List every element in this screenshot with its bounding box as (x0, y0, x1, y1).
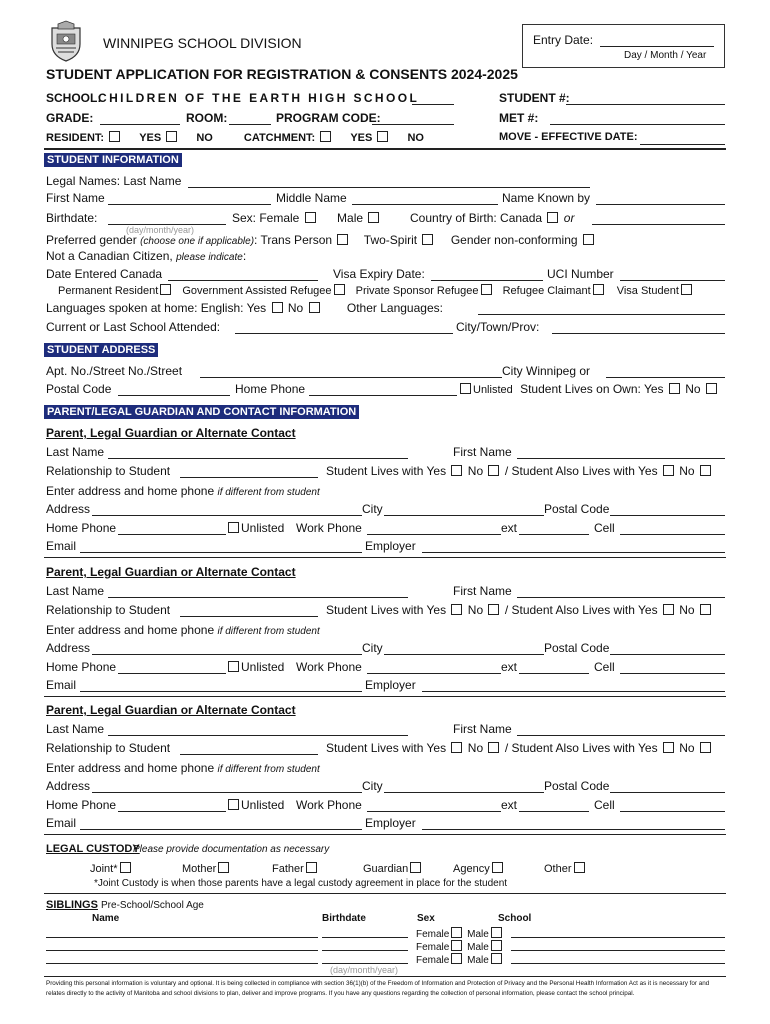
date-entered-label: Date Entered Canada (46, 267, 163, 281)
contact-1-home-phone-label: Home Phone (46, 521, 117, 535)
school-label: SCHOOL: (46, 91, 102, 105)
private-refugee-checkbox[interactable] (481, 284, 492, 295)
sibling-2-birthdate-field[interactable] (322, 950, 408, 951)
contact-1-email-field[interactable] (80, 552, 362, 553)
preferred-gender-label: Preferred gender (46, 233, 137, 247)
room-label: ROOM: (186, 111, 228, 125)
contact-1-lives-with-yes-checkbox[interactable] (451, 465, 462, 476)
contact-2-enter-address-label: Enter address and home phone (46, 623, 215, 637)
contact-2-lives-with-yes-checkbox[interactable] (451, 604, 462, 615)
city-town-prov-label: City/Town/Prov: (456, 320, 540, 334)
custody-mother (182, 862, 231, 875)
sibling-2-male-label: Male (467, 942, 489, 953)
privacy-notice-line1: Providing this personal information is voluntary and optional. It is being collected in compliance with section 36(1)(b) of the Freedom of Information and Protection of Privacy and the Personal Health Information Act as it is necessary for and (46, 980, 710, 987)
contact-1-lives-with-row (326, 464, 713, 478)
custody-other-checkbox[interactable] (574, 862, 585, 873)
contact-2-ext-label: ext (501, 660, 518, 674)
two-spirit-label: Two-Spirit (363, 233, 418, 247)
siblings-col-sex: Sex (417, 913, 435, 924)
contact-1-lives-with-no-label: No (467, 464, 484, 478)
contact-3-unlisted-label: Unlisted (241, 798, 285, 812)
postal-code-field[interactable] (118, 395, 230, 396)
contact-1-address-label: Address (46, 502, 91, 516)
org-name: WINNIPEG SCHOOL DIVISION (103, 35, 302, 51)
sex-male-label: Male (337, 211, 364, 225)
contact-2-cell-field[interactable] (620, 673, 725, 674)
country-other-field[interactable] (592, 224, 725, 225)
postal-code-label: Postal Code (46, 382, 112, 396)
country-row (410, 211, 574, 225)
sibling-3-school-field[interactable] (511, 963, 725, 964)
contact-3-also-lives-label: / Student Also Lives with Yes (504, 741, 658, 755)
contact-2-city-label: City (362, 641, 383, 655)
sibling-2-sex-row (416, 940, 504, 953)
contact-3-email-label: Email (46, 816, 77, 830)
known-by-field[interactable] (596, 204, 725, 205)
two-spirit-checkbox[interactable] (422, 234, 433, 245)
permanent-resident-label: Permanent Resident (58, 285, 159, 297)
refugee-claimant-label: Refugee Claimant (502, 285, 591, 297)
contact-1-postal-label: Postal Code (544, 502, 610, 516)
grade-label: GRADE: (46, 111, 94, 125)
canada-checkbox[interactable] (547, 212, 558, 223)
contact-3-if-different-label: if different from student (217, 764, 320, 775)
contact-2-city-field[interactable] (384, 654, 544, 655)
contact-3-first-name-label: First Name (453, 722, 512, 736)
languages-label: Languages spoken at home: English: Yes (46, 301, 267, 315)
custody-mother-label: Mother (182, 863, 217, 875)
contact-3-also-lives-no-label: No (679, 741, 695, 755)
contact-3-last-name-label: Last Name (46, 722, 105, 736)
custody-joint (90, 862, 133, 875)
permanent-resident-checkbox[interactable] (160, 284, 171, 295)
resident-no-label: NO (196, 132, 213, 144)
contact-1-work-phone-field[interactable] (367, 534, 501, 535)
custody-agency-label: Agency (453, 863, 490, 875)
date-entered-field[interactable] (168, 280, 318, 281)
contact-3-city-field[interactable] (384, 792, 544, 793)
contact-1-unlisted-label: Unlisted (241, 521, 285, 535)
contact-2-work-phone-field[interactable] (367, 673, 501, 674)
languages-row (46, 301, 443, 315)
contact-1-employer-label: Employer (365, 539, 416, 553)
unlisted-checkbox[interactable] (460, 383, 471, 394)
move-date-label: MOVE - EFFECTIVE DATE: (499, 131, 638, 143)
known-by-label: Name Known by (502, 191, 591, 205)
apt-street-field[interactable] (200, 377, 502, 378)
custody-joint-label: Joint* (90, 863, 118, 875)
preferred-gender-note: (choose one if applicable) (140, 236, 255, 247)
siblings-col-birthdate: Birthdate (322, 913, 366, 924)
contact-1-also-lives-no-label: No (679, 464, 695, 478)
contact-2-lives-with-no-label: No (467, 603, 484, 617)
city-town-prov-field[interactable] (552, 333, 725, 334)
crest-icon (46, 20, 86, 62)
siblings-col-school: School (498, 913, 532, 924)
contact-3-lives-with-label: Student Lives with Yes (326, 741, 447, 755)
custody-guardian-label: Guardian (363, 863, 409, 875)
english-no-checkbox[interactable] (309, 302, 320, 313)
contact-3-relationship-field[interactable] (180, 754, 318, 755)
contact-1-relationship-label: Relationship to Student (46, 464, 171, 478)
siblings-heading-row (46, 899, 204, 911)
contact-1-relationship-field[interactable] (180, 477, 318, 478)
contact-2-unlisted-checkbox[interactable] (228, 661, 239, 672)
student-number-label: STUDENT #: (499, 91, 570, 105)
contact-3-relationship-label: Relationship to Student (46, 741, 171, 755)
lives-on-own-no-checkbox[interactable] (706, 383, 717, 394)
first-name-label: First Name (46, 191, 105, 205)
contact-3-postal-label: Postal Code (544, 779, 610, 793)
current-school-field[interactable] (235, 333, 453, 334)
resident-yes-checkbox[interactable] (109, 131, 120, 142)
contact-2-first-name-label: First Name (453, 584, 512, 598)
visa-expiry-field[interactable] (431, 280, 543, 281)
city-other-field[interactable] (606, 377, 725, 378)
custody-agency-checkbox[interactable] (492, 862, 503, 873)
contact-3-city-label: City (362, 779, 383, 793)
custody-agency (453, 862, 505, 875)
contact-1-postal-field[interactable] (610, 515, 725, 516)
sibling-3-female-checkbox[interactable] (451, 953, 462, 964)
legal-custody-heading: LEGAL CUSTODY (46, 843, 140, 855)
sibling-2-male-checkbox[interactable] (491, 940, 502, 951)
contact-2-enter-address-row (46, 623, 320, 637)
contact-3-address-field[interactable] (92, 792, 362, 793)
entry-date-hint: Day / Month / Year (624, 50, 707, 61)
contact-1-ext-label: ext (501, 521, 518, 535)
english-no-label: No (287, 301, 304, 315)
sibling-3-birthdate-field[interactable] (322, 963, 408, 964)
siblings-date-hint: (day/month/year) (330, 965, 399, 975)
sibling-1-name-field[interactable] (46, 937, 318, 938)
contact-2-lives-with-label: Student Lives with Yes (326, 603, 447, 617)
contact-2-unlisted-label: Unlisted (241, 660, 285, 674)
contact-1-home-phone-field[interactable] (118, 534, 226, 535)
contact-3-lives-with-no-label: No (467, 741, 484, 755)
gov-refugee-checkbox[interactable] (334, 284, 345, 295)
contact-2-lives-with-no-checkbox[interactable] (488, 604, 499, 615)
please-indicate-label: please indicate (176, 252, 243, 263)
move-date-field[interactable] (640, 144, 725, 145)
contact-2-cell-label: Cell (594, 660, 615, 674)
contact-1-work-phone-label: Work Phone (296, 521, 362, 535)
contact-2-employer-label: Employer (365, 678, 416, 692)
contact-1-city-field[interactable] (384, 515, 544, 516)
school-name: CHILDREN OF THE EARTH HIGH SCHOOL (98, 91, 420, 105)
entry-date-field[interactable] (600, 46, 714, 47)
contact-2-also-lives-no-label: No (679, 603, 695, 617)
sibling-3-female-label: Female (416, 955, 450, 966)
catchment-no-label: NO (407, 132, 424, 144)
siblings-col-name: Name (92, 913, 120, 924)
contact-3-lives-with-no-checkbox[interactable] (488, 742, 499, 753)
contact-3-cell-label: Cell (594, 798, 615, 812)
not-canadian-row: Not a Canadian Citizen, please indicate: (46, 249, 247, 263)
sibling-1-female-label: Female (416, 929, 450, 940)
uci-label: UCI Number (547, 267, 614, 281)
middle-name-label: Middle Name (276, 191, 347, 205)
contact-3-title: Parent, Legal Guardian or Alternate Contact (46, 703, 296, 717)
trans-checkbox[interactable] (337, 234, 348, 245)
met-number-field[interactable] (550, 124, 725, 125)
custody-guardian (363, 862, 423, 875)
form-title: STUDENT APPLICATION FOR REGISTRATION & CONSENTS 2024-2025 (46, 66, 518, 82)
birthdate-label: Birthdate: (46, 211, 98, 225)
unlisted-label: Unlisted (473, 384, 513, 396)
division-crest (46, 20, 86, 62)
last-name-field[interactable] (188, 187, 590, 188)
gnc-label: Gender non-conforming (450, 233, 578, 247)
private-refugee-label: Private Sponsor Refugee (355, 285, 479, 297)
resident-no-checkbox[interactable] (166, 131, 177, 142)
program-code-field[interactable] (372, 124, 454, 125)
contact-1-unlisted-checkbox[interactable] (228, 522, 239, 533)
lives-on-own-no-label: No (685, 382, 701, 396)
contact-1-employer-field[interactable] (422, 552, 725, 553)
middle-name-field[interactable] (352, 204, 498, 205)
unlisted-row (458, 382, 719, 396)
custody-mother-checkbox[interactable] (218, 862, 229, 873)
contact-3-employer-field[interactable] (422, 829, 725, 830)
sibling-2-female-checkbox[interactable] (451, 940, 462, 951)
contact-3-address-label: Address (46, 779, 91, 793)
sibling-3-male-label: Male (467, 955, 489, 966)
contact-1-ext-field[interactable] (519, 534, 589, 535)
contact-3-lives-with-row (326, 741, 713, 755)
contact-2-postal-field[interactable] (610, 654, 725, 655)
contact-1-also-lives-no-checkbox[interactable] (700, 465, 711, 476)
contact-1-email-label: Email (46, 539, 77, 553)
contact-1-city-label: City (362, 502, 383, 516)
contact-1-cell-field[interactable] (620, 534, 725, 535)
custody-father-checkbox[interactable] (306, 862, 317, 873)
sibling-2-name-field[interactable] (46, 950, 318, 951)
student-info-heading: STUDENT INFORMATION (44, 153, 182, 167)
contact-2-lives-with-row (326, 603, 713, 617)
custody-guardian-checkbox[interactable] (410, 862, 421, 873)
contact-3-email-field[interactable] (80, 829, 362, 830)
custody-footnote: *Joint Custody is when those parents have a legal custody agreement in place for the student (94, 878, 508, 889)
contact-2-home-phone-field[interactable] (118, 673, 226, 674)
contact-1-lives-with-label: Student Lives with Yes (326, 464, 447, 478)
contact-3-divider (44, 834, 726, 835)
contact-1-address-field[interactable] (92, 515, 362, 516)
contact-3-work-phone-label: Work Phone (296, 798, 362, 812)
trans-label: : Trans Person (254, 233, 333, 247)
birthdate-hint: (day/month/year) (126, 225, 195, 235)
contact-2-employer-field[interactable] (422, 691, 725, 692)
custody-joint-checkbox[interactable] (120, 862, 131, 873)
contact-2-relationship-label: Relationship to Student (46, 603, 171, 617)
contact-2-also-lives-label: / Student Also Lives with Yes (504, 603, 658, 617)
uci-field[interactable] (620, 280, 725, 281)
contact-1-unlisted-row (226, 521, 284, 535)
sex-male-checkbox[interactable] (368, 212, 379, 223)
sibling-1-male-label: Male (467, 929, 489, 940)
contact-1-title: Parent, Legal Guardian or Alternate Contact (46, 426, 296, 440)
grade-field[interactable] (100, 124, 180, 125)
sex-female-checkbox[interactable] (305, 212, 316, 223)
met-number-label: MET #: (499, 111, 539, 125)
visa-expiry-label: Visa Expiry Date: (333, 267, 425, 281)
contact-3-cell-field[interactable] (620, 811, 725, 812)
contact-2-address-label: Address (46, 641, 91, 655)
contact-1-enter-address-row (46, 484, 320, 498)
home-phone-label: Home Phone (235, 382, 306, 396)
catchment-no-checkbox[interactable] (377, 131, 388, 142)
contact-3-also-lives-yes-checkbox[interactable] (663, 742, 674, 753)
preferred-gender-row (46, 233, 596, 247)
sibling-3-sex-row (416, 953, 504, 966)
lives-on-own-yes-checkbox[interactable] (669, 383, 680, 394)
contact-1-lives-with-no-checkbox[interactable] (488, 465, 499, 476)
contact-2-email-label: Email (46, 678, 77, 692)
home-phone-field[interactable] (309, 395, 457, 396)
catchment-label: CATCHMENT: (243, 132, 316, 144)
contact-3-employer-label: Employer (365, 816, 416, 830)
contact-1-last-name-label: Last Name (46, 445, 105, 459)
student-address-heading: STUDENT ADDRESS (44, 343, 158, 357)
contact-2-email-field[interactable] (80, 691, 362, 692)
contact-3-ext-field[interactable] (519, 811, 589, 812)
apt-street-label: Apt. No./Street No./Street (46, 364, 183, 378)
contact-1-divider (44, 557, 726, 558)
sibling-2-female-label: Female (416, 942, 450, 953)
contact-2-home-phone-label: Home Phone (46, 660, 117, 674)
contact-3-also-lives-no-checkbox[interactable] (700, 742, 711, 753)
contact-3-enter-address-label: Enter address and home phone (46, 761, 215, 775)
contact-3-lives-with-yes-checkbox[interactable] (451, 742, 462, 753)
country-of-birth-label: Country of Birth: Canada (410, 211, 543, 225)
or-label: or (563, 211, 575, 225)
entry-date-label: Entry Date: (533, 33, 594, 47)
sibling-1-male-checkbox[interactable] (491, 927, 502, 938)
contact-3-unlisted-checkbox[interactable] (228, 799, 239, 810)
contact-2-title: Parent, Legal Guardian or Alternate Contact (46, 565, 296, 579)
custody-other-label: Other (544, 863, 572, 875)
contact-1-also-lives-label: / Student Also Lives with Yes (504, 464, 658, 478)
contact-3-ext-label: ext (501, 798, 518, 812)
contact-2-first-name-field[interactable] (517, 597, 725, 598)
visa-student-label: Visa Student (616, 285, 679, 297)
sibling-1-school-field[interactable] (511, 937, 725, 938)
custody-divider (44, 893, 726, 894)
status-row (58, 284, 694, 297)
sibling-1-birthdate-field[interactable] (322, 937, 408, 938)
custody-other (544, 862, 587, 875)
contact-2-if-different-label: if different from student (217, 626, 320, 637)
other-languages-label: Other Languages: (346, 301, 443, 315)
contact-2-work-phone-label: Work Phone (296, 660, 362, 674)
contact-3-unlisted-row (226, 798, 284, 812)
program-code-label: PROGRAM CODE: (276, 111, 381, 125)
first-name-field[interactable] (108, 204, 271, 205)
footer-divider (44, 976, 726, 977)
lives-on-own-label: Student Lives on Own: Yes (520, 382, 664, 396)
contact-2-also-lives-no-checkbox[interactable] (700, 604, 711, 615)
contact-1-if-different-label: if different from student (217, 487, 320, 498)
resident-yes-label: YES (139, 132, 162, 144)
siblings-heading: SIBLINGS (46, 899, 98, 911)
contact-1-last-name-field[interactable] (108, 458, 408, 459)
visa-student-checkbox[interactable] (681, 284, 692, 295)
contact-1-cell-label: Cell (594, 521, 615, 535)
contact-2-also-lives-yes-checkbox[interactable] (663, 604, 674, 615)
sibling-2-school-field[interactable] (511, 950, 725, 951)
current-school-label: Current or Last School Attended: (46, 320, 221, 334)
gnc-checkbox[interactable] (583, 234, 594, 245)
refugee-claimant-checkbox[interactable] (593, 284, 604, 295)
contact-3-enter-address-row (46, 761, 320, 775)
contact-3-home-phone-field[interactable] (118, 811, 226, 812)
legal-custody-note: Please provide documentation as necessary (133, 844, 330, 855)
catchment-yes-label: YES (350, 132, 373, 144)
contact-2-postal-label: Postal Code (544, 641, 610, 655)
contact-2-last-name-label: Last Name (46, 584, 105, 598)
contact-2-address-field[interactable] (92, 654, 362, 655)
contact-1-enter-address-label: Enter address and home phone (46, 484, 215, 498)
other-languages-field[interactable] (478, 314, 725, 315)
legal-names-label: Legal Names: Last Name (46, 174, 182, 188)
sibling-3-name-field[interactable] (46, 963, 318, 964)
contact-1-also-lives-yes-checkbox[interactable] (663, 465, 674, 476)
contact-2-unlisted-row (226, 660, 284, 674)
custody-father (272, 862, 319, 875)
resident-label: RESIDENT: (46, 132, 105, 144)
sex-female-label: Sex: Female (232, 211, 300, 225)
room-field[interactable] (229, 124, 271, 125)
contact-1-first-name-field[interactable] (517, 458, 725, 459)
contact-2-ext-field[interactable] (519, 673, 589, 674)
catchment-yes-checkbox[interactable] (320, 131, 331, 142)
contact-2-divider (44, 696, 726, 697)
contact-3-work-phone-field[interactable] (367, 811, 501, 812)
sibling-1-sex-row (416, 927, 504, 940)
header-divider (44, 148, 726, 150)
sibling-3-male-checkbox[interactable] (491, 953, 502, 964)
city-winnipeg-label: City Winnipeg or (502, 364, 591, 378)
siblings-subheading: Pre-School/School Age (101, 900, 204, 911)
resident-row (46, 131, 424, 144)
contact-2-relationship-field[interactable] (180, 616, 318, 617)
gov-refugee-label: Government Assisted Refugee (182, 285, 332, 297)
custody-father-label: Father (272, 863, 304, 875)
privacy-notice-line2: relates directly to the activity of Manitoba and school divisions to plan, deliver and improve programs. If you have any questions regarding the collection of personal information, please contact the school principal. (46, 990, 635, 997)
sibling-1-female-checkbox[interactable] (451, 927, 462, 938)
contact-2-last-name-field[interactable] (108, 597, 408, 598)
parent-section-heading: PARENT/LEGAL GUARDIAN AND CONTACT INFORMATION (44, 405, 359, 419)
contact-3-home-phone-label: Home Phone (46, 798, 117, 812)
contact-1-first-name-label: First Name (453, 445, 512, 459)
contact-3-first-name-field[interactable] (517, 735, 725, 736)
contact-3-last-name-field[interactable] (108, 735, 408, 736)
english-yes-checkbox[interactable] (272, 302, 283, 313)
contact-3-postal-field[interactable] (610, 792, 725, 793)
school-line (412, 104, 454, 105)
not-canadian-label: Not a Canadian Citizen, (46, 249, 173, 263)
sex-row (232, 211, 381, 225)
student-number-field[interactable] (566, 104, 725, 105)
